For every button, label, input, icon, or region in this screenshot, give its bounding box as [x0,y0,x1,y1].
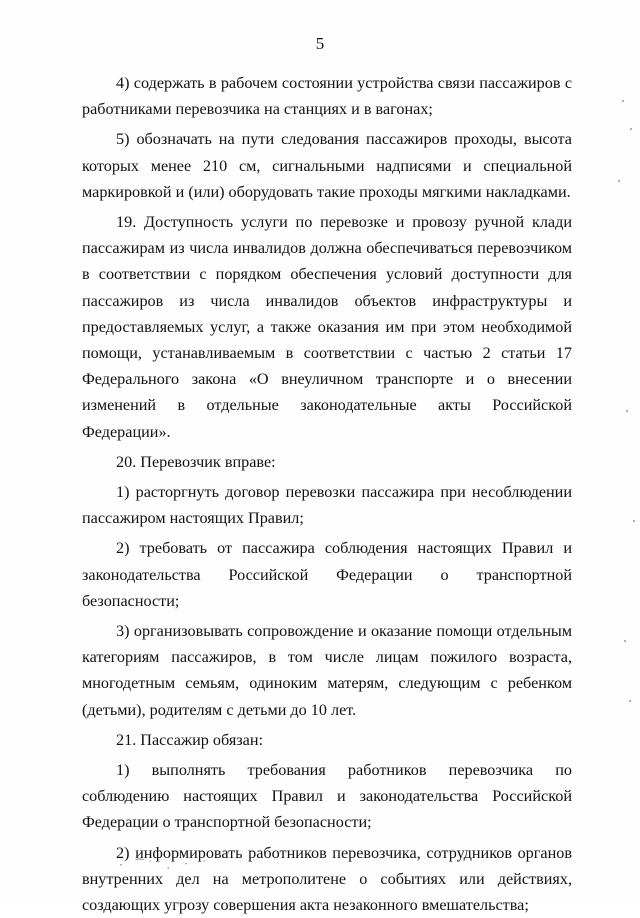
speck [633,520,635,522]
speck [624,640,626,642]
paragraph-clause-21-heading: 21. Пассажир обязан: [116,730,264,749]
speck [630,128,632,130]
document-body [82,70,572,918]
paragraph-clause-21-item-2: 2) информировать работников перевозчика, сотрудников органов внутренних дел на метрополитене о событиях или действиях, создающих угрозу совершения акта незаконного вмешательства; [82,843,572,915]
scan-artifact: · ⁀˙ ˌ ˑ ˙ [118,860,211,871]
paragraph-item-5: 5) обозначать на пути следования пассажиров проходы, высота которых менее 210 см, сигнальными надписями и специальной маркировкой и (или) оборудовать такие проходы мягкими накладками. [82,130,572,201]
paragraph-item-4: 4) содержать в рабочем состоянии устройства связи пассажиров с работниками перевозчика на станциях и в вагонах; [82,74,572,119]
speck [622,100,624,102]
paragraph-clause-20-item-1: 1) расторгнуть договор перевозки пассажира при несоблюдении пассажиром настоящих Правил; [82,483,572,528]
paragraph-clause-20-heading: 20. Перевозчик вправе: [116,452,276,471]
paragraph-clause-21-item-1: 1) выполнять требования работников перевозчика по соблюдению настоящих Правил и законодательства Российской Федерации о транспортной безопасности; [82,761,572,832]
scan-edge-noise [600,0,640,905]
page-number: 5 [315,34,325,53]
speck [618,180,620,182]
speck [626,410,628,412]
paragraph-clause-20-item-2: 2) требовать от пассажира соблюдения настоящих Правил и законодательства Российской Федерации о транспортной безопасности; [82,539,572,610]
speck [629,700,631,702]
paragraph-clause-20-item-3: 3) организовывать сопровождение и оказание помощи отдельным категориям пассажиров, в том числе лицам пожилого возраста, многодетным семьям, одиноким матерям, следующим с ребенком (детьми), родителям с детьми до 10 лет. [82,622,572,719]
paragraph-clause-19: 19. Доступность услуги по перевозке и провозу ручной клади пассажирам из числа инвалидов должна обеспечиваться перевозчиком в соответствии с порядком обеспечения условий доступности для пассажиров из числа инвалидов объектов инфраструктуры и предоставляемых услуг, а также оказания им при этом необходимой помощи, устанавливаемым в соответствии с частью 2 статьи 17 Федерального закона «О внеуличном транспорте и о внесении изменений в отдельные законодательные акты Российской Федерации». [82,213,572,441]
